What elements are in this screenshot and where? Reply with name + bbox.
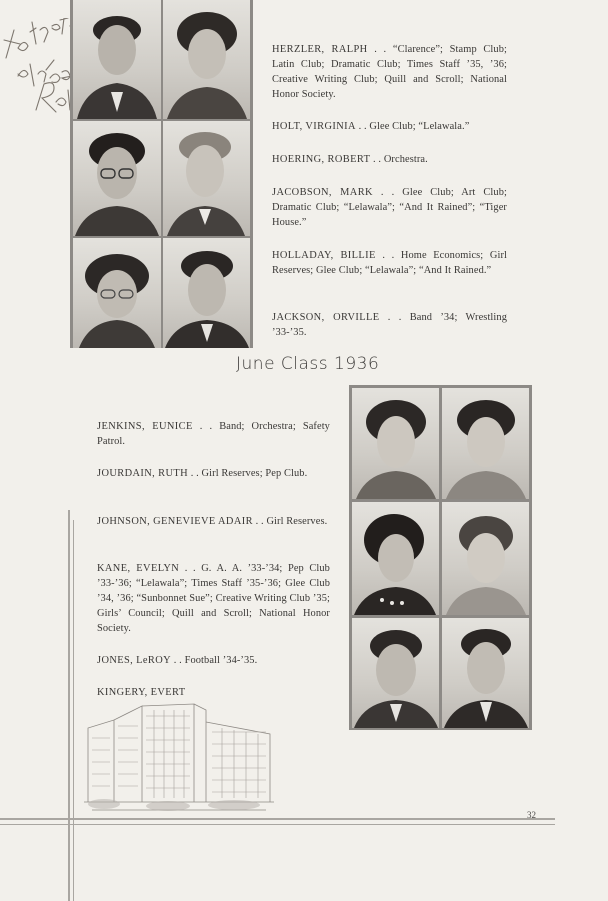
student-name: JOHNSON, GENEVIEVE ADAIR <box>97 516 253 527</box>
portrait-photo <box>73 0 161 119</box>
portrait-photo <box>163 121 250 236</box>
frame-line-bottom-horizontal <box>0 818 555 820</box>
portrait-photo <box>163 0 250 119</box>
student-name: JENKINS, EUNICE <box>97 421 193 432</box>
student-activities: Football ’34-’35. <box>184 655 258 666</box>
portrait-photo <box>442 502 529 615</box>
frame-line-left-vertical-inner <box>73 520 74 901</box>
student-name: JOURDAIN, RUTH <box>97 468 189 479</box>
student-entry: HOLT, VIRGINIA . . Glee Club; “Lelawala.” <box>272 121 470 132</box>
student-name: KANE, EVELYN <box>97 563 180 574</box>
student-entry: JOURDAIN, RUTH . . Girl Reserves; Pep Club. <box>97 468 308 479</box>
frame-line-left-vertical <box>68 510 70 901</box>
student-entry: JONES, LeROY . . Football ’34-’35. <box>97 655 258 666</box>
portrait-photo <box>352 388 439 499</box>
portrait-photo <box>352 618 439 728</box>
student-activities: Orchestra. <box>383 154 428 165</box>
student-name: JACKSON, ORVILLE <box>272 312 380 323</box>
student-name: HERZLER, RALPH <box>272 44 368 55</box>
student-activities: Band ’34; Wrestling ’33-’35. <box>272 312 507 338</box>
student-name: JONES, LeROY <box>97 655 172 666</box>
portrait-photo <box>442 618 529 728</box>
student-entry: JOHNSON, GENEVIEVE ADAIR . . Girl Reserves. <box>97 516 328 527</box>
student-entry: HERZLER, RALPH . . “Clarence”; Stamp Club; Latin Club; Dramatic Club; Times Staff ’35, ’36; Creative Writing Club; Quill and Scroll; National Honor Society. <box>272 44 507 100</box>
student-name: JACOBSON, MARK <box>272 187 373 198</box>
student-activities: Home Economics; Girl Reserves; Glee Club; “Lelawala”; “And It Rained.” <box>272 250 507 276</box>
student-entry: JACOBSON, MARK . . Glee Club; Art Club; Dramatic Club; “Lelawala”; “And It Rained”; “Tiger House.” <box>272 187 507 228</box>
section-title: June Class 1936 <box>236 354 380 374</box>
student-activities: Glee Club; “Lelawala.” <box>369 121 470 132</box>
portrait-photo <box>73 238 161 348</box>
portrait-photo <box>442 388 529 499</box>
portrait-photo <box>73 121 161 236</box>
student-entry: KANE, EVELYN . . G. A. A. ’33-’34; Pep Club ’33-’36; “Lelawala”; Times Staff ’35-’36; Glee Club ’34, ’36; “Sunbonnet Sue”; Creative Writing Club ’35; Girls’ Council; Quill and Scroll; National Honor Society. <box>97 563 330 634</box>
student-name: HOLT, VIRGINIA <box>272 121 356 132</box>
student-activities: Glee Club; Art Club; Dramatic Club; “Lelawala”; “And It Rained”; “Tiger House.” <box>272 187 507 228</box>
student-activities: “Clarence”; Stamp Club; Latin Club; Dramatic Club; Times Staff ’35, ’36; Creative Writing Club; Quill and Scroll; National Honor Society. <box>272 44 507 100</box>
student-entry: HOLLADAY, BILLIE . . Home Economics; Girl Reserves; Glee Club; “Lelawala”; “And It Rained.” <box>272 250 507 276</box>
portrait-photo <box>352 502 439 615</box>
student-entry: JACKSON, ORVILLE . . Band ’34; Wrestling ’33-’35. <box>272 312 507 338</box>
student-name: KINGERY, EVERT <box>97 687 186 698</box>
student-activities: Girl Reserves. <box>266 516 328 527</box>
student-activities: G. A. A. ’33-’34; Pep Club ’33-’36; “Lelawala”; Times Staff ’35-’36; Glee Club ’34, ’36; “Sunbonnet Sue”; Creative Writing Club ’35; Girls’ Council; Quill and Scroll; National Honor Society. <box>97 563 330 634</box>
student-activities: Girl Reserves; Pep Club. <box>201 468 308 479</box>
top-portrait-grid <box>70 0 253 348</box>
page-number: 32 <box>527 810 536 820</box>
school-building-illustration <box>84 698 274 816</box>
bottom-portrait-grid <box>349 385 532 730</box>
student-activities: Band; Orchestra; Safety Patrol. <box>97 421 330 447</box>
student-entry: JENKINS, EUNICE . . Band; Orchestra; Safety Patrol. <box>97 421 330 447</box>
student-name: HOERING, ROBERT <box>272 154 371 165</box>
student-name: HOLLADAY, BILLIE <box>272 250 376 261</box>
student-entry: HOERING, ROBERT . . Orchestra. <box>272 154 428 165</box>
portrait-photo <box>163 238 250 348</box>
frame-line-bottom-horizontal-inner <box>0 824 555 825</box>
